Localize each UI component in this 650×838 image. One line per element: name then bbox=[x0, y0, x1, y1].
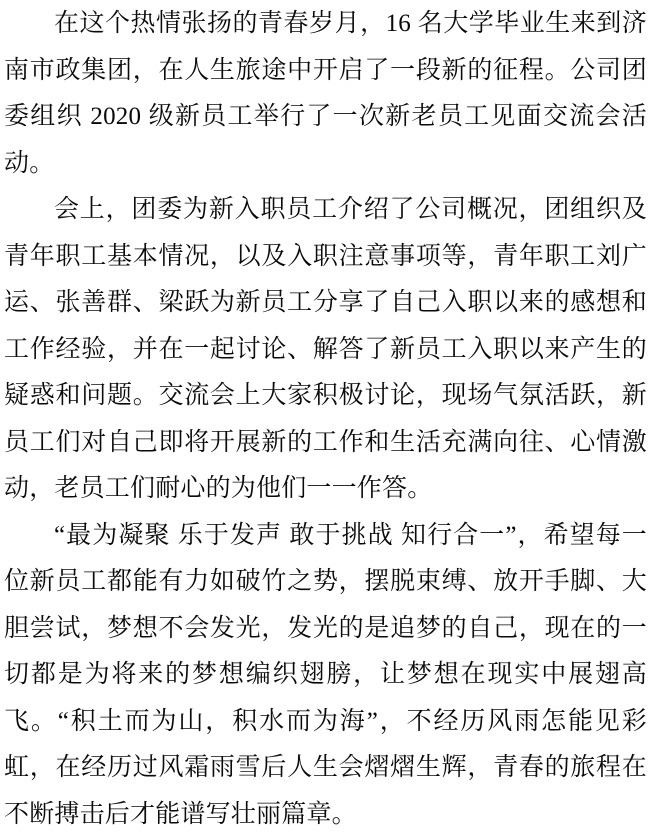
paragraph-meeting-details: 会上，团委为新入职员工介绍了公司概况，团组织及青年职工基本情况，以及入职注意事项等，青年职工刘广运、张善群、梁跃为新员工分享了自己入职以来的感想和工作经验，并在一起讨论、解答了新员工入职以来产生的疑惑和问题。交流会上大家积极讨论，现场气氛活跃，新员工们对自己即将开展新的工作和生活充满向往、心情激动，老员工们耐心的为他们一一作答。 bbox=[4, 187, 647, 513]
paragraph-closing-message: “最为凝聚 乐于发声 敢于挑战 知行合一”，希望每一位新员工都能有力如破竹之势，摆脱束缚、放开手脚、大胆尝试，梦想不会发光，发光的是追梦的自己，现在的一切都是为将来的梦想编织翅膀，让梦想在现实中展翅高飞。“积土而为山，积水而为海”，不经历风雨怎能见彩虹，在经历过风霜雨雪后人生会熠熠生辉，青春的旅程在不断搏击后才能谱写壮丽篇章。 bbox=[4, 513, 647, 838]
paragraph-intro: 在这个热情张扬的青春岁月，16 名大学毕业生来到济南市政集团，在人生旅途中开启了一段新的征程。公司团委组织 2020 级新员工举行了一次新老员工见面交流会活动。 bbox=[4, 1, 647, 187]
